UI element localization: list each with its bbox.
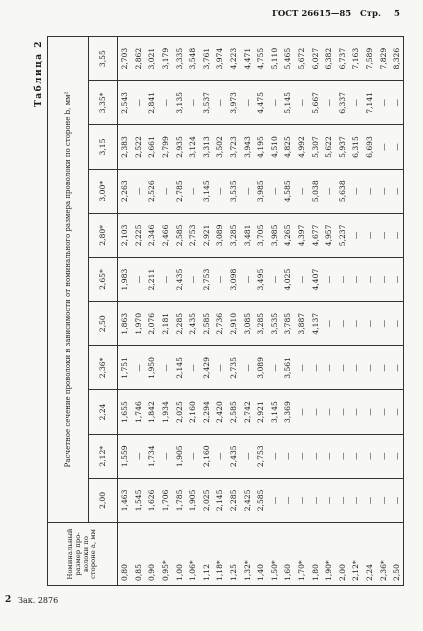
table-cell: 2,785 [172, 169, 186, 213]
table-cell: — [349, 434, 363, 478]
table-cell: 1,559 [118, 434, 132, 478]
table-cell: — [322, 302, 336, 346]
table-cell: 5,937 [336, 125, 350, 169]
table-cell: 2,753 [200, 257, 214, 301]
table-cell: 2,263 [118, 169, 132, 213]
table-cell: 2,294 [200, 390, 214, 434]
table-cell: — [295, 346, 309, 390]
table-cell: — [376, 390, 390, 434]
table-cell: 4,475 [254, 81, 268, 125]
table-cell: — [186, 346, 200, 390]
table-cell: — [376, 169, 390, 213]
table-cell: — [363, 390, 377, 434]
table-cell: — [336, 390, 350, 434]
table-cell: — [240, 346, 254, 390]
table-cell: 5,465 [281, 37, 295, 81]
table-cell: 3,135 [172, 81, 186, 125]
table-cell: 2,211 [145, 257, 159, 301]
table-cell: 4,223 [227, 37, 241, 81]
column-header: 2,65* [89, 257, 118, 301]
row-label: 2,36* [376, 523, 390, 586]
table-cell: 2,543 [118, 81, 132, 125]
span-header: Расчетное сечение проволоки в зависимости от номинального размера проволоки по стороне b, мм² [48, 37, 89, 523]
table-cell: — [295, 390, 309, 434]
table-cell: — [376, 346, 390, 390]
table-cell: 3,179 [159, 37, 173, 81]
table-cell: 2,346 [145, 213, 159, 257]
table-cell: 4,195 [254, 125, 268, 169]
table-cell: — [295, 478, 309, 522]
column-header: 2,50 [89, 302, 118, 346]
row-label: 0,80 [118, 523, 132, 586]
table-cell: — [390, 125, 404, 169]
table-cell: 2,225 [132, 213, 146, 257]
table-cell: 1,842 [145, 390, 159, 434]
table-row [254, 37, 268, 586]
table-row [172, 37, 186, 586]
table-cell: 7,829 [376, 37, 390, 81]
table-cell: 2,160 [200, 434, 214, 478]
table-cell: 1,751 [118, 346, 132, 390]
table-cell: — [322, 169, 336, 213]
table-cell: — [213, 434, 227, 478]
table-cell: 3,369 [281, 390, 295, 434]
table-cell: 3,145 [268, 390, 282, 434]
table-cell: — [132, 346, 146, 390]
row-label: 1,00 [172, 523, 186, 586]
table-cell: 2,025 [172, 390, 186, 434]
table-cell: — [390, 213, 404, 257]
table-cell: 3,313 [200, 125, 214, 169]
table-cell: — [376, 478, 390, 522]
table-cell: 1,983 [118, 257, 132, 301]
table-cell: 6,737 [336, 37, 350, 81]
table-cell: — [336, 346, 350, 390]
table-cell: — [159, 346, 173, 390]
table-cell: 3,548 [186, 37, 200, 81]
column-header: 3,15 [89, 125, 118, 169]
table-cell: 4,510 [268, 125, 282, 169]
table-cell: 2,181 [159, 302, 173, 346]
page-footer [0, 595, 423, 609]
column-header: 3,35* [89, 81, 118, 125]
table-title: Таблица 2 [34, 40, 44, 107]
table-cell: — [376, 81, 390, 125]
page-number: 5 [394, 9, 400, 19]
table-cell: 3,124 [186, 125, 200, 169]
table-cell: — [322, 390, 336, 434]
table-cell: 1,746 [132, 390, 146, 434]
table-row [200, 37, 214, 586]
table-cell: 3,561 [281, 346, 295, 390]
table-cell: — [132, 434, 146, 478]
table-cell: — [213, 257, 227, 301]
table-cell: — [363, 213, 377, 257]
table-cell: 5,622 [322, 125, 336, 169]
table-cell: — [240, 257, 254, 301]
table-cell: 4,407 [308, 257, 322, 301]
table-cell: — [308, 478, 322, 522]
table-cell: — [295, 257, 309, 301]
table-cell: 3,285 [254, 302, 268, 346]
table-cell: — [132, 81, 146, 125]
table-cell: — [159, 257, 173, 301]
table-cell: 5,237 [336, 213, 350, 257]
table-cell: 4,265 [281, 213, 295, 257]
row-label: 1,70* [295, 523, 309, 586]
table-cell: 6,027 [308, 37, 322, 81]
table-cell: 2,736 [213, 302, 227, 346]
table-cell: 3,985 [254, 169, 268, 213]
table-row [268, 37, 282, 586]
table-cell: — [281, 434, 295, 478]
table-cell: 3,723 [227, 125, 241, 169]
table-cell: — [390, 390, 404, 434]
table-row [227, 37, 241, 586]
table-row [281, 37, 295, 586]
table-row [363, 37, 377, 586]
table-cell: 2,420 [213, 390, 227, 434]
table-cell: 2,025 [200, 478, 214, 522]
table-cell: 2,435 [186, 302, 200, 346]
table-cell: — [349, 169, 363, 213]
row-label: 0,90 [145, 523, 159, 586]
table-cell: 4,957 [322, 213, 336, 257]
table-cell: 1,626 [145, 478, 159, 522]
table-cell: 2,799 [159, 125, 173, 169]
table-cell: — [376, 302, 390, 346]
table-cell: 3,761 [200, 37, 214, 81]
table-cell: — [281, 478, 295, 522]
table-cell: 2,753 [186, 213, 200, 257]
table-cell: 6,315 [349, 125, 363, 169]
row-label: 2,24 [363, 523, 377, 586]
table-cell: — [390, 169, 404, 213]
table-row [336, 37, 350, 586]
table-cell: — [349, 257, 363, 301]
table-cell: — [308, 434, 322, 478]
table-cell: — [322, 478, 336, 522]
table-cell: 3,098 [227, 257, 241, 301]
table-cell: — [336, 434, 350, 478]
table-cell: 3,705 [254, 213, 268, 257]
table-cell: 3,537 [200, 81, 214, 125]
table-cell: 2,145 [213, 478, 227, 522]
row-label: 1,18* [213, 523, 227, 586]
row-label: 1,40 [254, 523, 268, 586]
table-cell: 3,887 [295, 302, 309, 346]
table-cell: 3,535 [268, 302, 282, 346]
table-cell: 2,742 [240, 390, 254, 434]
table-cell: — [349, 478, 363, 522]
table-cell: 2,466 [159, 213, 173, 257]
table-cell: — [240, 434, 254, 478]
table-cell: 4,025 [281, 257, 295, 301]
row-label: 1,25 [227, 523, 241, 586]
table-cell: 2,285 [172, 302, 186, 346]
table-cell: — [363, 346, 377, 390]
column-header: 2,36* [89, 346, 118, 390]
table-cell: — [390, 478, 404, 522]
table-cell: — [213, 81, 227, 125]
table-cell: 6,693 [363, 125, 377, 169]
table-cell: 4,397 [295, 213, 309, 257]
table-cell: — [390, 81, 404, 125]
table-row [390, 37, 404, 586]
table-cell: 3,973 [227, 81, 241, 125]
table-row [118, 37, 132, 586]
table-cell: 1,785 [172, 478, 186, 522]
table-cell: 2,935 [172, 125, 186, 169]
table-cell: 3,785 [281, 302, 295, 346]
table-cell: 1,950 [145, 346, 159, 390]
table-cell: — [390, 302, 404, 346]
table-cell: 1,905 [186, 478, 200, 522]
row-label: 1,60 [281, 523, 295, 586]
row-label: 2,00 [336, 523, 350, 586]
table-cell: 3,495 [254, 257, 268, 301]
table-cell: 1,655 [118, 390, 132, 434]
table-cell: — [186, 257, 200, 301]
table-cell: — [376, 257, 390, 301]
table-row [295, 37, 309, 586]
table-cell: — [186, 81, 200, 125]
row-label: 1,80 [308, 523, 322, 586]
table-cell: — [322, 257, 336, 301]
table-cell: — [268, 346, 282, 390]
table-cell: — [390, 434, 404, 478]
table-cell: 1,545 [132, 478, 146, 522]
rotated-table-block [31, 36, 401, 586]
table-cell: 3,502 [213, 125, 227, 169]
table-cell: 1,934 [159, 390, 173, 434]
page-header [0, 9, 423, 23]
table-cell: 3,335 [172, 37, 186, 81]
table-cell: — [186, 434, 200, 478]
table-cell: — [363, 478, 377, 522]
table-cell: — [349, 346, 363, 390]
row-label: 1,50* [268, 523, 282, 586]
table-cell: 3,481 [240, 213, 254, 257]
column-header: 2,00 [89, 478, 118, 522]
table-cell: 7,141 [363, 81, 377, 125]
column-header: 3,00* [89, 169, 118, 213]
table-cell: 7,163 [349, 37, 363, 81]
table-cell: 3,285 [227, 213, 241, 257]
table-cell: — [186, 169, 200, 213]
table-row [349, 37, 363, 586]
table-cell: — [295, 81, 309, 125]
table-row [159, 37, 173, 586]
column-header-row [89, 37, 118, 586]
table-cell: — [390, 257, 404, 301]
table-cell: 2,753 [254, 434, 268, 478]
table-cell: 2,585 [254, 478, 268, 522]
row-label: 1,32* [240, 523, 254, 586]
row-label: 1,12 [200, 523, 214, 586]
table-cell: 5,672 [295, 37, 309, 81]
table-cell: 4,585 [281, 169, 295, 213]
table-cell: — [363, 169, 377, 213]
table-cell: 4,471 [240, 37, 254, 81]
table-cell: 1,706 [159, 478, 173, 522]
column-header: 2,12* [89, 434, 118, 478]
table-cell: 3,145 [200, 169, 214, 213]
table-row [213, 37, 227, 586]
table-cell: 2,585 [172, 213, 186, 257]
table-cell: 3,021 [145, 37, 159, 81]
table-cell: — [349, 302, 363, 346]
table-cell: 2,435 [172, 257, 186, 301]
table-cell: — [268, 434, 282, 478]
table-cell: 2,526 [145, 169, 159, 213]
table-cell: — [308, 390, 322, 434]
table-cell: 1,863 [118, 302, 132, 346]
row-header: Номинальный размер про-волоки по стороне а, мм [48, 523, 118, 586]
row-label: 2,12* [349, 523, 363, 586]
table-cell: 5,145 [281, 81, 295, 125]
table-cell: 2,862 [132, 37, 146, 81]
table-cell: — [322, 434, 336, 478]
table-cell: 4,677 [308, 213, 322, 257]
table-cell: 1,905 [172, 434, 186, 478]
table-row [145, 37, 159, 586]
row-label: 1,06* [186, 523, 200, 586]
table-cell: — [349, 81, 363, 125]
table-cell: 2,076 [145, 302, 159, 346]
table-cell: — [376, 213, 390, 257]
table-cell: 1,734 [145, 434, 159, 478]
table-cell: — [308, 346, 322, 390]
table-cell: — [390, 346, 404, 390]
table-cell: 4,755 [254, 37, 268, 81]
table-cell: 3,089 [254, 346, 268, 390]
table-cell: 3,943 [240, 125, 254, 169]
column-header: 2,24 [89, 390, 118, 434]
table-cell: — [268, 478, 282, 522]
table-cell: — [376, 434, 390, 478]
table-row [240, 37, 254, 586]
table-cell: — [349, 390, 363, 434]
table-body [118, 37, 404, 586]
table-row [308, 37, 322, 586]
table-cell: 6,337 [336, 81, 350, 125]
table-cell: — [363, 302, 377, 346]
table-cell: — [159, 81, 173, 125]
table-cell: 2,435 [227, 434, 241, 478]
table-cell: 3,974 [213, 37, 227, 81]
table-cell: 2,661 [145, 125, 159, 169]
table-cell: 2,522 [132, 125, 146, 169]
column-header: 3,55 [89, 37, 118, 81]
table-cell: — [322, 81, 336, 125]
table-cell: — [336, 257, 350, 301]
table-cell: 7,589 [363, 37, 377, 81]
table-row [376, 37, 390, 586]
table-cell: 2,103 [118, 213, 132, 257]
table-cell: — [240, 81, 254, 125]
table-cell: 1,970 [132, 302, 146, 346]
table-cell: — [349, 213, 363, 257]
table-row [186, 37, 200, 586]
table-cell: — [213, 169, 227, 213]
table-cell: — [268, 81, 282, 125]
table-cell: — [363, 257, 377, 301]
table-cell: — [159, 434, 173, 478]
table-cell: 2,585 [227, 390, 241, 434]
table-cell: — [268, 169, 282, 213]
table-cell: 4,137 [308, 302, 322, 346]
table-cell: 8,326 [390, 37, 404, 81]
row-label: 0,95* [159, 523, 173, 586]
table-cell: — [322, 346, 336, 390]
table-cell: 2,841 [145, 81, 159, 125]
table-cell: — [336, 302, 350, 346]
footer-page-number: 2 [5, 595, 12, 605]
table-cell: — [132, 169, 146, 213]
table-cell: — [376, 125, 390, 169]
page-label: Стр. [360, 9, 381, 19]
table-cell: 2,429 [200, 346, 214, 390]
print-order: Зак. 2876 [18, 596, 59, 605]
table-cell: — [363, 434, 377, 478]
row-label: 0,85 [132, 523, 146, 586]
table-cell: 3,089 [213, 213, 227, 257]
table-cell: — [240, 169, 254, 213]
standard-number: ГОСТ 26615—85 [272, 9, 352, 19]
table-cell: — [159, 169, 173, 213]
table-cell: 2,921 [200, 213, 214, 257]
table-cell: — [295, 169, 309, 213]
table-row [132, 37, 146, 586]
table-cell: 2,910 [227, 302, 241, 346]
table-cell: 2,383 [118, 125, 132, 169]
table-cell: 5,667 [308, 81, 322, 125]
column-header: 2,80* [89, 213, 118, 257]
row-label: 2,50 [390, 523, 404, 586]
table-cell: 3,985 [268, 213, 282, 257]
table-cell: 3,085 [240, 302, 254, 346]
table-cell: 2,425 [240, 478, 254, 522]
table-cell: — [295, 434, 309, 478]
table-cell: 6,382 [322, 37, 336, 81]
table-cell: 2,703 [118, 37, 132, 81]
table-cell: 2,285 [227, 478, 241, 522]
table-cell: 1,463 [118, 478, 132, 522]
table-row [322, 37, 336, 586]
table-cell: — [213, 346, 227, 390]
table-cell: 2,160 [186, 390, 200, 434]
table-cell: 5,038 [308, 169, 322, 213]
table-cell: 2,585 [200, 302, 214, 346]
table-cell: 5,638 [336, 169, 350, 213]
table-cell: 2,921 [254, 390, 268, 434]
row-label: 1,90* [322, 523, 336, 586]
table-cell: 5,307 [308, 125, 322, 169]
table-cell: 5,110 [268, 37, 282, 81]
table-cell: 4,825 [281, 125, 295, 169]
table-cell: 2,735 [227, 346, 241, 390]
table-cell: — [132, 257, 146, 301]
table-cell: — [268, 257, 282, 301]
table-cell: — [336, 478, 350, 522]
wire-section-table [47, 36, 404, 586]
table-cell: 3,535 [227, 169, 241, 213]
table-cell: 2,145 [172, 346, 186, 390]
table-cell: 4,992 [295, 125, 309, 169]
